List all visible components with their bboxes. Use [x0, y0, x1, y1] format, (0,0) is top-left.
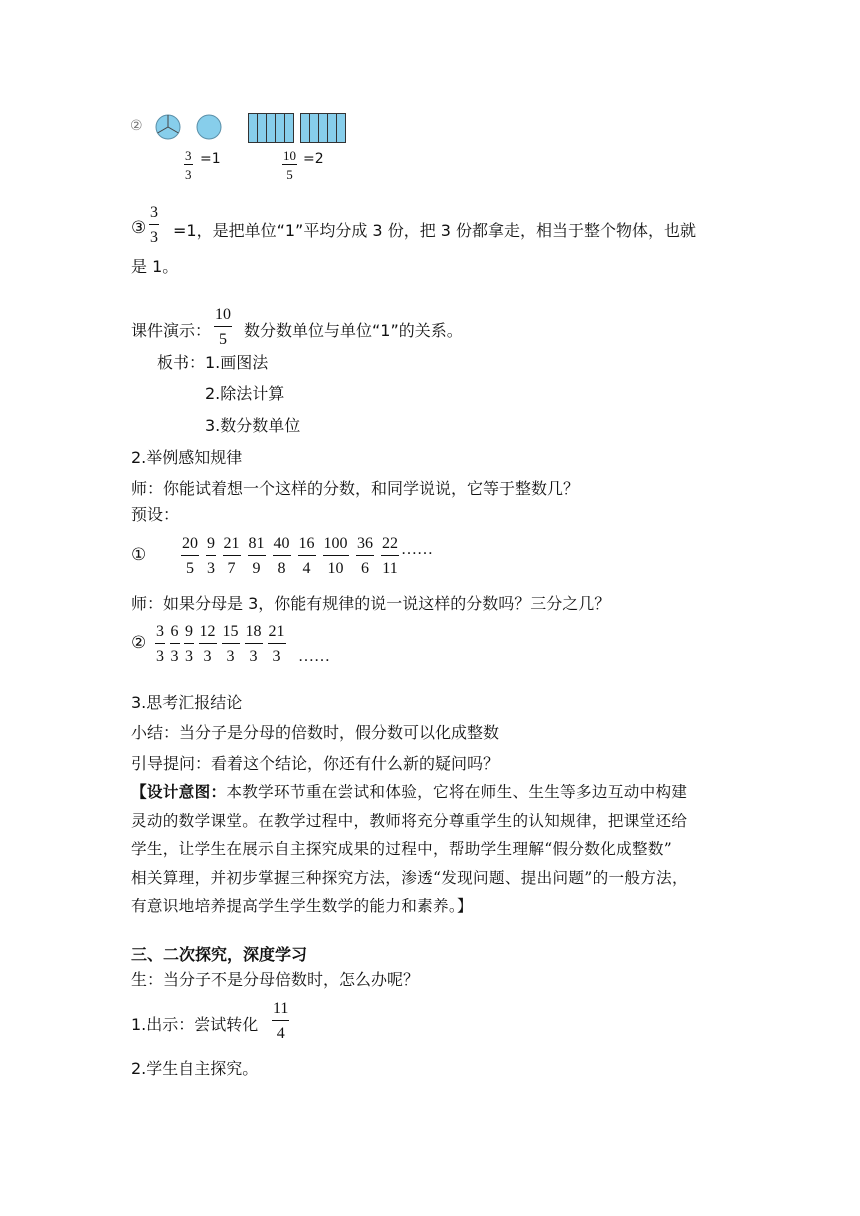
design-intent-line-4: 相关算理，并初步掌握三种探究方法，渗透“发现问题、提出问题”的一般方法，	[131, 868, 688, 887]
teacher-question: 师：你能试着想一个这样的分数，和同学说说，它等于整数几？	[131, 479, 580, 498]
marker-2-small: ②	[130, 118, 143, 134]
marker-3: ③	[131, 218, 147, 238]
fraction-item-row1-8: $\frac{36}{6}$	[357, 535, 373, 577]
preset-label: 预设：	[131, 505, 180, 524]
fraction-item-row2-7: $\frac{21}{3}$	[268, 623, 285, 665]
design-intent-line-2: 灵动的数学课堂。在教学过程中，教师将充分尊重学生的认知规律，把课堂还给	[131, 811, 688, 830]
explanation-line-cont: 是 1。	[131, 257, 179, 276]
circle-divided-in-three	[154, 113, 182, 141]
rectangle-five-parts-b	[300, 113, 346, 143]
fraction-item-row1-4: $\frac{81}{9}$	[248, 535, 265, 577]
summary-text: 小结：当分子是分母的倍数时，假分数可以化成整数	[131, 723, 500, 742]
guiding-question: 引导提问：看着这个结论，你还有什么新的疑问吗？	[131, 754, 500, 773]
design-intent-label: 【设计意图：	[131, 782, 227, 801]
fraction-3-over-3: $\frac{3}{3}$	[185, 148, 192, 182]
ellipsis-1: ……	[401, 541, 433, 558]
student-question: 生：当分子不是分母倍数时，怎么办呢？	[131, 970, 420, 989]
fraction-item-row2-5: $\frac{15}{3}$	[222, 623, 239, 665]
fraction-item-row2-2: $\frac{6}{3}$	[170, 623, 179, 665]
fraction-item-row2-1: $\frac{3}{3}$	[156, 623, 164, 665]
fraction-11-over-4: $\frac{11}{4}$	[273, 1000, 289, 1042]
whole-circle	[195, 113, 223, 141]
ellipsis-2: ……	[298, 648, 330, 665]
fraction-10-over-5-courseware: $\frac{10}{5}$	[215, 306, 231, 348]
step3-title: 3.思考汇报结论	[131, 693, 243, 712]
design-intent-line-5: 有意识地培养提高学生学生数学的能力和素养。】	[131, 897, 473, 915]
fraction-item-row2-4: $\frac{12}{3}$	[199, 623, 216, 665]
courseware-label: 课件演示：	[131, 321, 212, 340]
fraction-item-row2-3: $\frac{9}{3}$	[185, 623, 193, 665]
board-label: 板书：	[157, 353, 206, 372]
board-item-2: 2.除法计算	[205, 384, 285, 403]
fraction-3-over-3-large: $\frac{3}{3}$	[150, 204, 158, 246]
courseware-text: 数分数单位与单位“1”的关系。	[244, 321, 463, 340]
teacher-question-2: 师：如果分母是 3，你能有规律的说一说这样的分数吗？三分之几？	[131, 594, 611, 613]
board-item-1: 1.画图法	[205, 353, 269, 372]
step2-title: 2.举例感知规律	[131, 448, 243, 467]
equals-two: =2	[303, 151, 324, 167]
explanation-line: =1，是把单位“1”平均分成 3 份，把 3 份都拿走，相当于整个物体，也就	[173, 221, 697, 240]
fraction-item-row2-6: $\frac{18}{3}$	[245, 623, 262, 665]
section3-heading: 三、二次探究，深度学习	[131, 945, 308, 964]
marker-2: ②	[131, 633, 147, 653]
fraction-item-row1-3: $\frac{21}{7}$	[223, 535, 240, 577]
design-intent-line-3: 学生，让学生在展示自主探究成果的过程中，帮助学生理解“假分数化成整数”	[131, 840, 673, 858]
design-intent-block	[131, 778, 735, 921]
fraction-item-row1-7: $\frac{100}{10}$	[323, 535, 348, 577]
board-item-3: 3.数分数单位	[205, 416, 301, 435]
design-intent-line-1: 【设计意图：本教学环节重在尝试和体验，它将在师生、生生等多边互动中构建	[131, 782, 688, 801]
item2-text: 2.学生自主探究。	[131, 1059, 259, 1078]
rectangle-five-parts-a	[248, 113, 294, 143]
fraction-item-row1-5: $\frac{40}{8}$	[273, 535, 290, 577]
fraction-10-over-5: $\frac{10}{5}$	[283, 148, 296, 182]
fraction-item-row1-1: $\frac{20}{5}$	[182, 535, 198, 577]
fraction-item-row1-9: $\frac{22}{11}$	[382, 535, 398, 577]
equals-one: =1	[200, 151, 221, 167]
fraction-item-row1-6: $\frac{16}{4}$	[298, 535, 315, 577]
marker-1: ①	[131, 545, 147, 565]
fraction-item-row1-2: $\frac{9}{3}$	[207, 535, 215, 577]
item1-label: 1.出示：尝试转化	[131, 1015, 259, 1034]
